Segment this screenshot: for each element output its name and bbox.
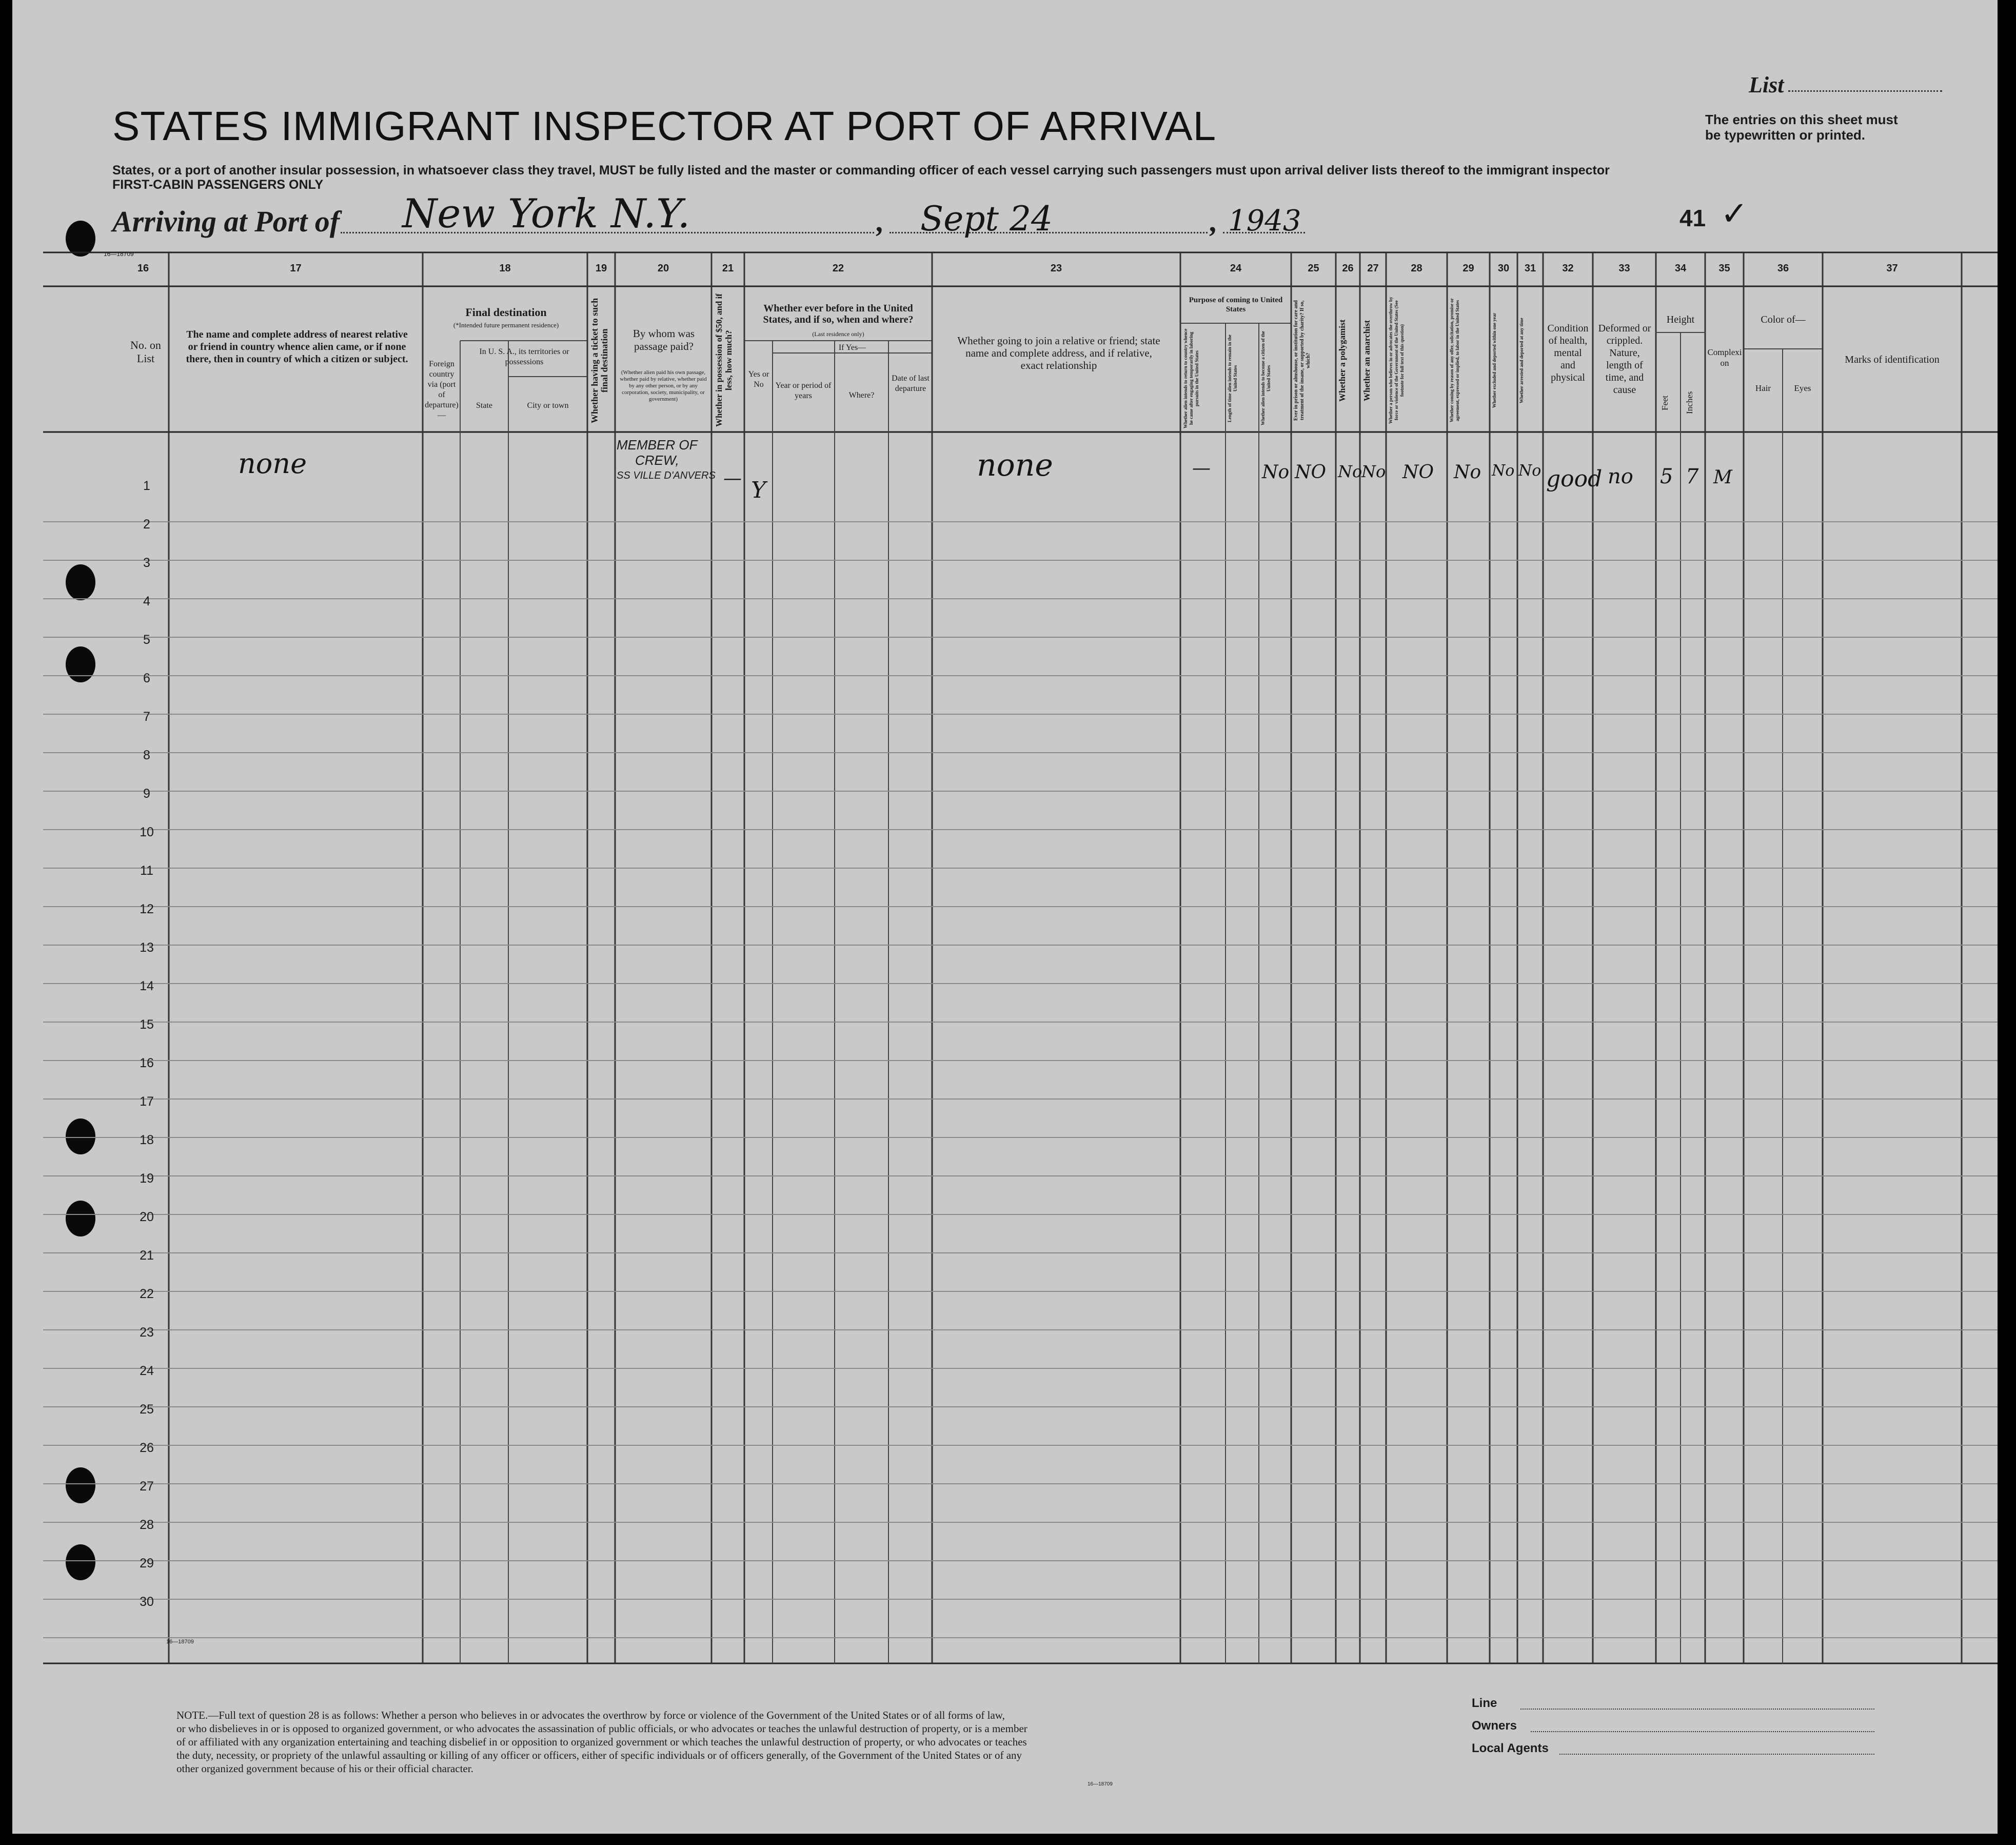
- column-number: 23: [1050, 263, 1062, 274]
- owners-blank: [1531, 1731, 1874, 1732]
- row-number: 6: [143, 671, 150, 685]
- row-number: 28: [140, 1518, 154, 1532]
- owners-label: Owners: [1472, 1719, 1517, 1733]
- row-number: 24: [140, 1364, 154, 1378]
- manifest-sheet: [12, 0, 1998, 1834]
- header-in-usa: In U. S. A., its territories or possessions: [479, 347, 569, 366]
- header-ticket: Whether having a ticket to such final destination: [589, 298, 609, 423]
- column-number: 29: [1462, 263, 1474, 274]
- agents-label: Local Agents: [1472, 1741, 1549, 1755]
- comma: ,: [877, 205, 884, 238]
- header-purpose-return: Whether alien intends to return to country whence he came after engaging temporarily in laboring pursuits in the United States: [1183, 328, 1199, 428]
- instruction-line-2: be typewritten or printed.: [1705, 127, 1866, 143]
- entry-passage-paid-line: MEMBER OF: [617, 437, 698, 453]
- entry-deported: No: [1518, 462, 1541, 480]
- header-eyes: Eyes: [1794, 383, 1811, 393]
- form-number-top: 16—18709: [104, 250, 134, 258]
- column-number: 16: [137, 263, 149, 274]
- header-foreign-country: Foreign country via (port of departure)—: [425, 360, 459, 420]
- column-number: 25: [1308, 263, 1319, 274]
- row-number: 29: [140, 1556, 154, 1571]
- entry-purpose: —: [1192, 458, 1211, 479]
- header-join-relative: Whether going to join a relative or friend; state name and complete address, and if relative, exact relationship: [957, 335, 1160, 371]
- row-number: 19: [140, 1171, 154, 1186]
- header-anarchist: Whether an anarchist: [1362, 320, 1372, 401]
- arriving-label: Arriving at Port of: [112, 205, 340, 238]
- header-ever-before: Whether ever before in the United States, and if so, when and where?: [763, 303, 914, 325]
- entry-health: good: [1546, 466, 1603, 492]
- row-number: 9: [143, 787, 150, 801]
- footnote-line: NOTE.—Full text of question 28 is as follows: Whether a person who believes in or advocates the overthrow by force or violence of the Government of the United States or of all forms of law,: [176, 1709, 1005, 1721]
- column-number: 27: [1367, 263, 1379, 274]
- header-final-destination: Final destination: [465, 306, 547, 319]
- port-handwritten: New York N.Y.: [402, 191, 690, 237]
- entry-prison: NO: [1295, 462, 1327, 483]
- footnote-line: the duty, necessity, or propriety of the unlawful assaulting or killing of any officer or officers, either of specific individuals or of officers generally, of the Government of the United States or of any: [176, 1749, 1022, 1761]
- header-ever-before-note: (Last residence only): [812, 330, 864, 338]
- row-number: 2: [143, 517, 150, 532]
- row-number: 30: [140, 1595, 154, 1609]
- row-number: 27: [140, 1479, 154, 1494]
- row-number: 23: [140, 1325, 154, 1340]
- header-final-destination-note: (*Intended future permanent residence): [453, 321, 559, 329]
- column-number: 28: [1411, 263, 1422, 274]
- column-number: 33: [1618, 263, 1630, 274]
- entry-money: —: [723, 468, 742, 489]
- header-color-of: Color of—: [1761, 314, 1806, 325]
- subtitle-line-1: States, or a port of another insular possession, in whatsoever class they travel, MUST be fully listed and the master or commanding officer of each vessel carrying such passengers must upon arrival deliver lists thereof to the immigrant inspector: [112, 163, 1610, 178]
- header-yes-no: Yes or No: [748, 370, 769, 389]
- column-number: 24: [1230, 263, 1242, 274]
- row-number: 17: [140, 1094, 154, 1109]
- header-purpose-length: Length of time alien intends to remain in the United States: [1227, 335, 1238, 422]
- header-no-on-list: No. on List: [130, 339, 161, 365]
- row-number: 3: [143, 556, 150, 570]
- header-deported: Whether arrested and deported at any time: [1519, 318, 1524, 403]
- year-handwritten: 1943: [1228, 204, 1301, 238]
- column-number: 19: [595, 263, 607, 274]
- header-overthrow: Whether a person who believes in or advocates the overthrow by force or violence of the Government of the United States (See footnote for full text of this question): [1388, 297, 1405, 424]
- entry-excluded: No: [1492, 462, 1515, 480]
- line-label: Line: [1472, 1696, 1497, 1710]
- row-number: 25: [140, 1402, 154, 1417]
- entry-deformed: no: [1608, 465, 1633, 488]
- header-marks: Marks of identification: [1845, 354, 1940, 365]
- footnote: [176, 1709, 1192, 1775]
- line-blank: [1520, 1709, 1874, 1710]
- row-number: 8: [143, 748, 150, 762]
- table-grid: [12, 0, 1998, 1834]
- row-number: 14: [140, 979, 154, 993]
- form-number-bottom: 16—18709: [166, 1639, 194, 1645]
- instruction-line-1: The entries on this sheet must: [1705, 112, 1898, 127]
- header-purpose: Purpose of coming to United States: [1189, 296, 1283, 313]
- entry-passage-paid-line: CREW,: [635, 453, 679, 468]
- header-hair: Hair: [1755, 383, 1771, 393]
- entry-passage-paid-line: SS VILLE D'ANVERS: [617, 470, 716, 481]
- row-number: 20: [140, 1210, 154, 1224]
- header-purpose-citizen: Whether alien intends to become a citizen of the United States: [1260, 331, 1271, 426]
- row-number: 12: [140, 902, 154, 916]
- row-number: 1: [143, 479, 150, 493]
- date-handwritten: Sept 24: [920, 199, 1053, 239]
- header-fifty-dollars: Whether in possession of $50, and if less, how much?: [714, 293, 734, 427]
- row-number: 4: [143, 594, 150, 609]
- column-number: 35: [1718, 263, 1730, 274]
- header-prison: Ever in prison or almshouse, or institution for care and treatment of the insane, or supported by charity? If so, which?: [1293, 300, 1311, 421]
- column-number: 30: [1497, 263, 1510, 274]
- row-number: 10: [140, 825, 154, 839]
- header-where: Where?: [848, 391, 875, 400]
- header-date-last-departure: Date of last departure: [892, 374, 930, 393]
- row-number: 11: [140, 863, 153, 878]
- list-label: List: [1749, 72, 1784, 97]
- row-number: 15: [140, 1017, 154, 1032]
- column-number: 32: [1562, 263, 1574, 274]
- header-labor-offer: Whether coming by reason of any offer, solicitation, promise or agreement, expressed or implied, to labor in the United States: [1449, 298, 1460, 423]
- column-number: 20: [657, 263, 669, 274]
- header-if-yes: If Yes—: [838, 343, 866, 352]
- header-excluded: Whether excluded and deported within one year: [1492, 312, 1497, 408]
- header-polygamist: Whether a polygamist: [1337, 319, 1347, 402]
- column-number: 22: [832, 263, 844, 274]
- header-passage-paid: By whom was passage paid?: [633, 327, 695, 352]
- column-number: 34: [1674, 263, 1687, 274]
- row-number: 7: [143, 710, 150, 724]
- header-height: Height: [1666, 314, 1695, 325]
- comma: ,: [1210, 205, 1218, 238]
- entry-polygamist: No: [1338, 462, 1362, 481]
- entry-relative: none: [238, 447, 307, 480]
- entry-overthrow: NO: [1402, 462, 1434, 483]
- form-number-note: 16—18709: [1088, 1781, 1113, 1787]
- agents-blank: [1559, 1754, 1874, 1755]
- header-year: Year or period of years: [775, 381, 832, 400]
- row-number: 22: [140, 1287, 154, 1301]
- header-deformed: Deformed or crippled. Nature, length of time, and cause: [1598, 323, 1651, 396]
- footnote-line: of or affiliated with any organization entertaining and teaching disbelief in or opposition to organized government or which teaches the unlawful destruction of property, or who advocates or teaches: [176, 1736, 1027, 1748]
- column-number: 31: [1524, 263, 1536, 274]
- header-passage-paid-note: (Whether alien paid his own passage, whether paid by relative, whether paid by any other person, or by any corporation, society, municipality, or government): [620, 369, 707, 402]
- header-inches: Inches: [1685, 391, 1694, 415]
- page-title: STATES IMMIGRANT INSPECTOR AT PORT OF ARRIVAL: [112, 103, 1217, 149]
- row-number: 26: [140, 1441, 154, 1455]
- entry-become-citizen: No: [1262, 462, 1290, 483]
- sheet-number: 41: [1679, 205, 1706, 231]
- footnote-line: or who disbelieves in or is opposed to organized government, or who advocates the assassination of public officials, or who advocates or teaches the unlawful destruction of property, or is a member: [176, 1722, 1027, 1735]
- column-number: 17: [290, 263, 302, 274]
- row-number: 13: [140, 940, 154, 955]
- column-number: 18: [499, 263, 511, 274]
- row-number: 5: [143, 633, 150, 647]
- header-health: Condition of health, mental and physical: [1547, 323, 1589, 383]
- entry-join-relative: none: [977, 447, 1053, 483]
- entry-inches: 7: [1686, 465, 1699, 488]
- entry-labor-offer: No: [1454, 462, 1481, 483]
- column-number: 21: [722, 263, 734, 274]
- row-number: 16: [140, 1056, 154, 1070]
- footnote-line: other organized government because of his or their official character.: [176, 1762, 473, 1775]
- subtitle-line-2: FIRST-CABIN PASSENGERS ONLY: [112, 178, 324, 192]
- header-complexion: Complexion: [1707, 347, 1742, 368]
- entry-anarchist: No: [1361, 462, 1386, 481]
- entry-complexion: M: [1713, 467, 1732, 488]
- header-nearest-relative: The name and complete address of nearest relative or friend in country whence alien came, or if none there, then in country of which a citizen or subject.: [186, 329, 408, 365]
- column-number: 37: [1886, 263, 1898, 274]
- header-feet: Feet: [1660, 395, 1670, 410]
- header-state: State: [476, 401, 492, 410]
- column-number: 36: [1777, 263, 1789, 274]
- entry-feet: 5: [1660, 465, 1673, 488]
- row-number: 18: [140, 1133, 154, 1147]
- column-number: 26: [1342, 263, 1354, 274]
- row-number: 21: [140, 1248, 154, 1263]
- entry-ever-before: Y: [751, 477, 766, 503]
- header-city: City or town: [527, 401, 569, 410]
- entry-passage-paid: [617, 437, 716, 483]
- check-mark: ✓: [1721, 195, 1748, 233]
